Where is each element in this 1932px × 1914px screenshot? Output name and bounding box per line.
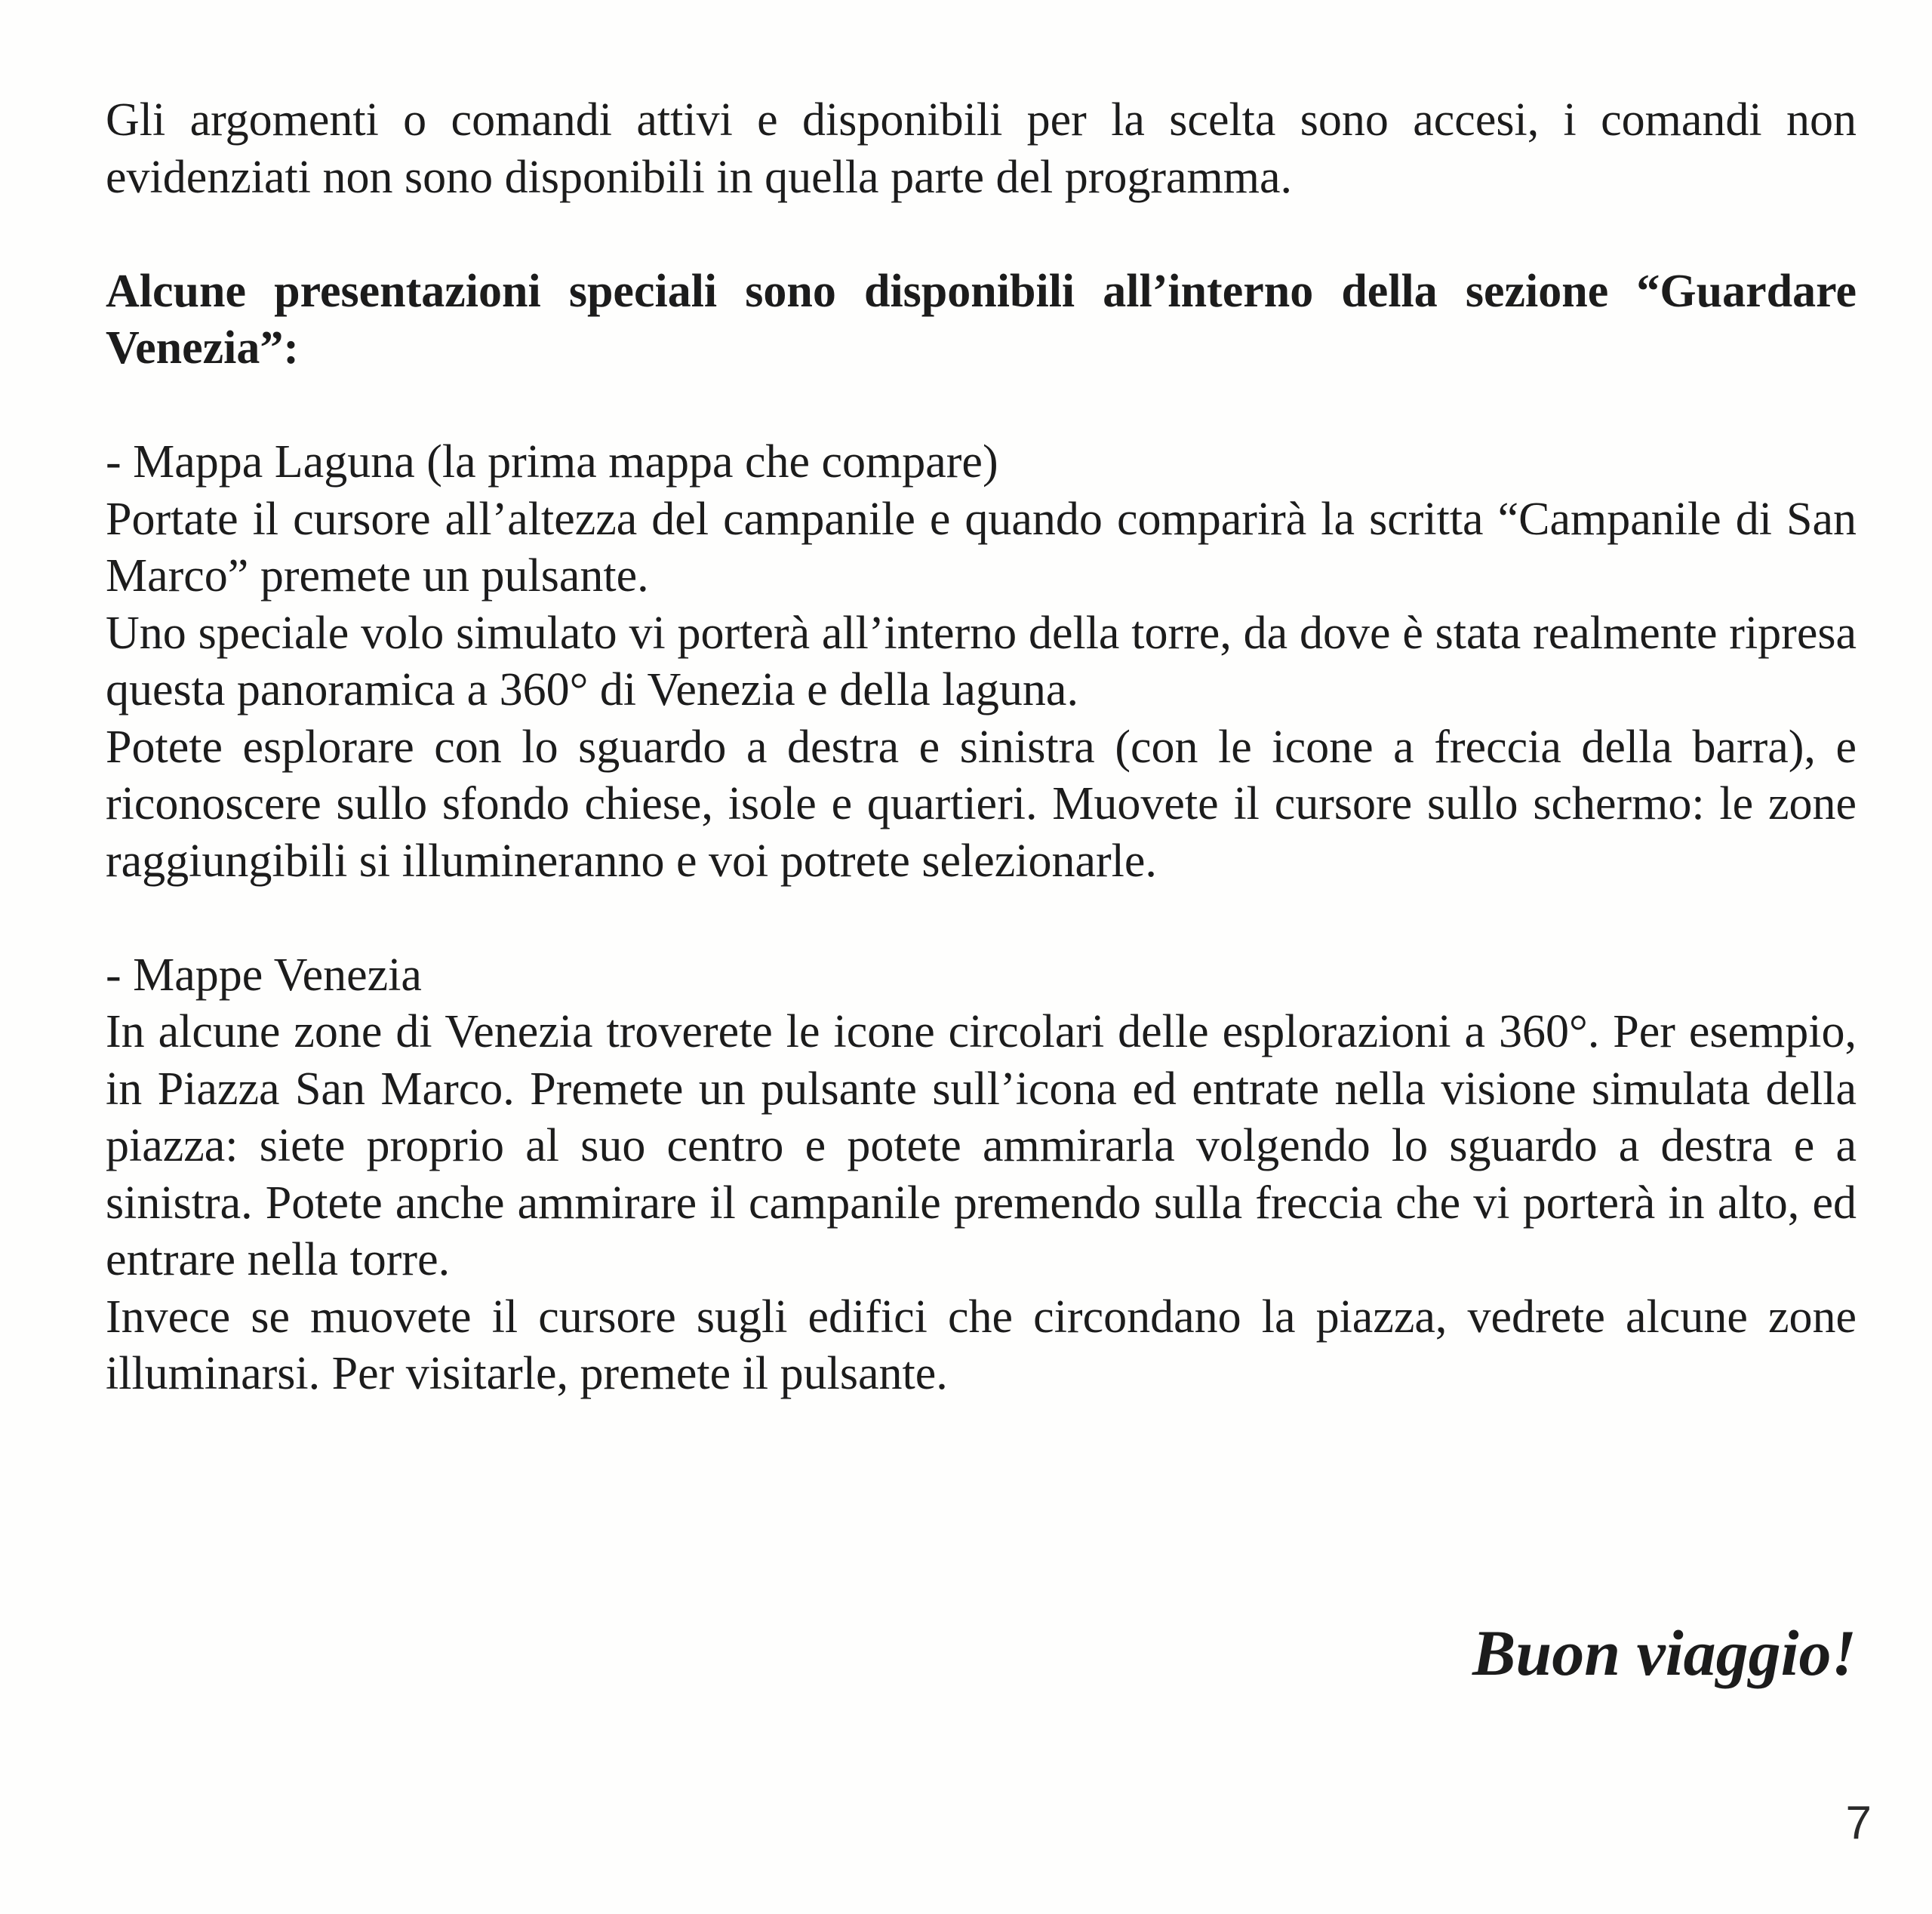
laguna-paragraph-2: Uno speciale volo simulato vi porterà all’interno della torre, da dove è stata realmente ripresa questa panoramica a 360° di Venezia e della laguna. [106, 607, 1857, 715]
laguna-title: - Mappa Laguna (la prima mappa che compare) [106, 436, 998, 488]
spacer [106, 377, 1857, 435]
page-number: 7 [1845, 1797, 1872, 1849]
laguna-paragraph-3: Potete esplorare con lo sguardo a destra e sinistra (con le icone a freccia della barra), e riconoscere sullo sfondo chiese, isole e quartieri. Muovete il cursore sullo schermo: le zone raggiungibili si illumineranno e voi potrete selezionarle. [106, 721, 1857, 887]
spacer [106, 890, 1857, 947]
venezia-paragraph-1: In alcune zone di Venezia troverete le icone circolari delle esplorazioni a 360°. Per esempio, in Piazza San Marco. Premete un pulsante sull’icona ed entrate nella visione simulata della piazza: siete proprio al suo centro e potete ammirarla volgendo lo sguardo a destra e a sinistra. Potete anche ammirare il campanile premendo sulla freccia che vi porterà in alto, ed entrare nella torre. [106, 1006, 1857, 1285]
closing-greeting: Buon viaggio! [1472, 1617, 1857, 1689]
page-body [106, 92, 1857, 1403]
intro-paragraph: Gli argomenti o comandi attivi e disponibili per la scelta sono accesi, i comandi non evidenziati non sono disponibili in quella parte del programma. [106, 94, 1857, 203]
venezia-title: - Mappe Venezia [106, 949, 422, 1001]
laguna-paragraph-1: Portate il cursore all’altezza del campanile e quando comparirà la scritta “Campanile di San Marco” premete un pulsante. [106, 493, 1857, 602]
venezia-paragraph-2: Invece se muovete il cursore sugli edifici che circondano la piazza, vedrete alcune zone illuminarsi. Per visitarle, premete il pulsante. [106, 1291, 1857, 1399]
special-presentations-heading: Alcune presentazioni speciali sono disponibili all’interno della sezione “Guardare Venezia”: [106, 265, 1857, 374]
spacer [106, 206, 1857, 263]
